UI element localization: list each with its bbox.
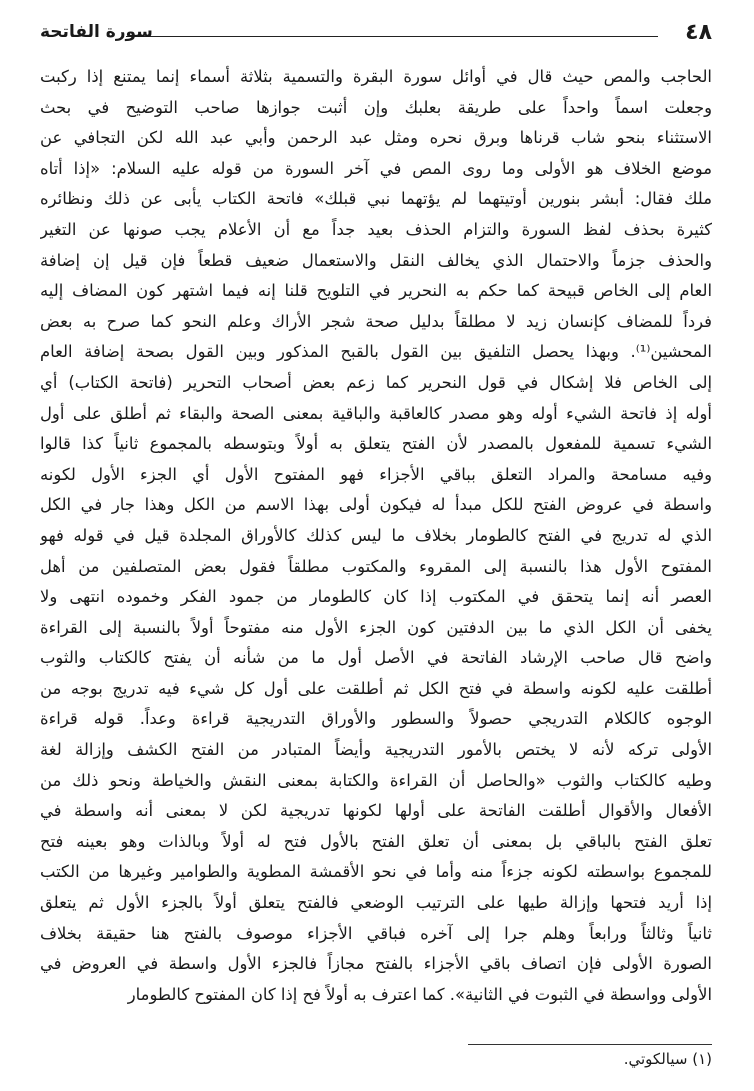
header-rule <box>126 36 658 37</box>
text-line: المحشين⁽¹⁾. وبهذا يحصل التلفيق بين القول بالقبح المذكور وبين القول بصحة إضافة العام <box>40 342 712 362</box>
text-line: للمجموع بواسطته لكونه جزءاً منه وأما في نحو الأقمشة المطوية والطوامير وغيرها من الكتب <box>40 862 712 882</box>
text-line: الاستثناء بنحو شاب قرناها وبرق نحره ومثل عبد الرحمن وأبي عبد الله لكن التجافي عن <box>40 128 712 148</box>
text-line: الوجوه كالكلام التدريجي حصولاً والسطور والأوراق التدريجية قراءة وعداً. قوله قراءة <box>40 709 712 729</box>
surah-title: سورة الفاتحة <box>40 22 153 42</box>
text-line: إذا أريد فتحها وإزالة طيها على الترتيب الوضعي فالفتح يتعلق أولاً بالجزء الأول ثم يتعلق <box>40 893 712 913</box>
text-line: والحذف جزماً والاحتمال الذي يخالف النقل والاستعمال ضعيف قطعاً فإن قيل إن إضافة <box>40 250 712 270</box>
text-line: وجعلت اسماً واحداً على طريقة بعلبك وإن أثبت جوازها صاحب التوضيح في بحث <box>40 97 712 117</box>
text-line: الصورة الأولى فإن اتصاف باقي الأجزاء بالفتح مجازاً فالجزء الأول واسطة في العروض في <box>40 954 712 974</box>
text-line: تعلق الفتح بالباقي بل بمعنى أن تعلق الفتح بالأول فتح له أولاً وبالذات وهو بعينه فتح <box>40 831 712 851</box>
page-number: ٤٨ <box>685 20 712 45</box>
text-line: واضح قال صاحب الإرشاد الفاتحة في الأصل أول ما من شأنه أن يفتح كالكتاب والثوب <box>40 648 712 668</box>
text-line: كثيرة بحذف لفظ السورة والتزام الحذف بعيد جداً مع أن الأعلام يجب صونها عن التغير <box>40 219 712 239</box>
text-line: فرداً للمضاف كإنسان زيد لا مطلقاً بدليل صحة شجر الأراك وعلم النحو كما صرح به بعض <box>40 311 712 331</box>
text-line: إلى الخاص فلا إشكال في قول النحرير كما زعم بعض أصحاب التحرير (فاتحة الكتاب) أي <box>40 372 712 392</box>
text-line: أوله إذ فاتحة الشيء أوله وهو مصدر كالعاقبة والباقية بمعنى الصحة والبقاء ثم أطلق على أول <box>40 403 712 423</box>
text-line: أطلقت عليه لكونه واسطة في فتح الكل ثم أطلقت على أول كل شيء فيه تدريج بوجه من <box>40 678 712 698</box>
body-text <box>40 62 712 1010</box>
footnote: (١) سيالكوتي. <box>623 1050 712 1068</box>
text-line: يخفى أن الكل الذي ما بين الدفتين كون الجزء الأول منه مفتوحاً أولاً بالنسبة إلى القراءة <box>40 617 712 637</box>
text-line: الحاجب والمص حيث قال في أوائل سورة البقرة والتسمية بثلاثة أسماء إنما يمتنع إذا ركبت <box>40 67 712 86</box>
page-header <box>40 20 712 50</box>
text-line: الذي له تدريج في الفتح كالطومار بخلاف ما ليس كذلك كالأوراق المجلدة قيل في قوله فهو <box>40 525 712 545</box>
text-line: ملك فقال: أبشر بنورين أوتيتهما لم يؤتهما نبي قبلك» فاتحة الكتاب يأبى عن ذلك ونظائره <box>40 189 712 209</box>
text-line: العصر أنه إنما يتحقق في المكتوب إذا كان كالطومار من جمود الفكر وخموده انتهى ولا <box>40 587 712 607</box>
text-line: الأولى تركه لأنه لا يختص بالأمور التدريجية وأيضاً المتبادر من الفتح الكشف وإزالة لغة <box>40 740 712 760</box>
text-line: واسطة في عروض الفتح للكل مبدأ له فيكون أولى بهذا الاسم من الكل وهذا جار في الكل <box>40 495 712 515</box>
text-line: ثانياً وثالثاً ورابعاً وهلم جرا إلى آخره فباقي الأجزاء موصوف بالفتح هنا حقيقة بخلاف <box>40 923 712 943</box>
footnote-rule <box>468 1044 712 1045</box>
text-line: وطيه كالكتاب والثوب «والحاصل أن القراءة والكتابة بمعنى النقش والخياطة ونحو ذلك من <box>40 770 712 790</box>
text-line: المفتوح الأول هذا بالنسبة إلى المقروء والمكتوب مطلقاً فقول بعض المتصلفين من أهل <box>40 556 712 576</box>
text-line: العام إلى الخاص قبيحة كما حكم به النحرير في التلويح قلنا إنه فيما اشتهر كون المضاف إليه <box>40 281 712 301</box>
text-line: الأفعال والأقوال أطلقت الفاتحة على أولها لكونها تدريجية لكن لا بمعنى أنه واسطة في <box>40 801 712 821</box>
text-line: موضع الخلاف هو الأولى وما روى المص في آخر السورة من قوله عليه السلام: «إذا أتاه <box>40 158 712 178</box>
text-line: الشيء تسمية للمفعول بالمصدر لأن الفتح يتعلق به أولاً وبتوسطه بالمجموع ثانياً كذا قالوا <box>40 434 712 454</box>
text-line: وفيه مسامحة والمراد التعلق بباقي الأجزاء فهو المفتوح الأول أي الجزء الأول لكونه <box>40 464 712 484</box>
text-line: الأولى وواسطة في الثبوت في الثانية». كما اعترف به أولاً فح إذا كان المفتوح كالطومار <box>127 984 712 1004</box>
